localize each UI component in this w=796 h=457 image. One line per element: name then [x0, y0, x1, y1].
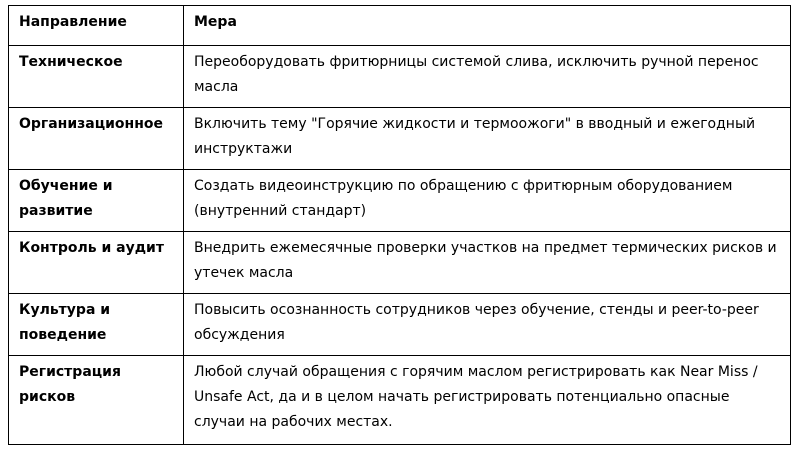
row-direction: Контроль и аудит	[9, 232, 184, 294]
table-header-row	[9, 6, 791, 46]
table-row	[9, 232, 791, 294]
row-direction: Культура и поведение	[9, 294, 184, 356]
row-measure: Повысить осознанность сотрудников через обучение, стенды и peer-to-peer обсуждения	[184, 294, 791, 356]
table-row	[9, 108, 791, 170]
row-direction: Регистрация рисков	[9, 356, 184, 445]
table-row	[9, 356, 791, 445]
table-row	[9, 294, 791, 356]
row-measure: Включить тему "Горячие жидкости и термоожоги" в вводный и ежегодный инструктажи	[184, 108, 791, 170]
row-direction: Организационное	[9, 108, 184, 170]
row-measure: Внедрить ежемесячные проверки участков на предмет термических рисков и утечек масла	[184, 232, 791, 294]
table-row	[9, 170, 791, 232]
header-direction: Направление	[9, 6, 184, 46]
row-measure: Любой случай обращения с горячим маслом регистрировать как Near Miss / Unsafe Act, да и в целом начать регистрировать потенциально опасные случаи на рабочих местах.	[184, 356, 791, 445]
row-direction: Обучение и развитие	[9, 170, 184, 232]
row-measure: Создать видеоинструкцию по обращению с фритюрным оборудованием (внутренний стандарт)	[184, 170, 791, 232]
measures-table	[8, 5, 791, 445]
row-direction: Техническое	[9, 46, 184, 108]
row-measure: Переоборудовать фритюрницы системой слива, исключить ручной перенос масла	[184, 46, 791, 108]
header-measure: Мера	[184, 6, 791, 46]
table-row	[9, 46, 791, 108]
